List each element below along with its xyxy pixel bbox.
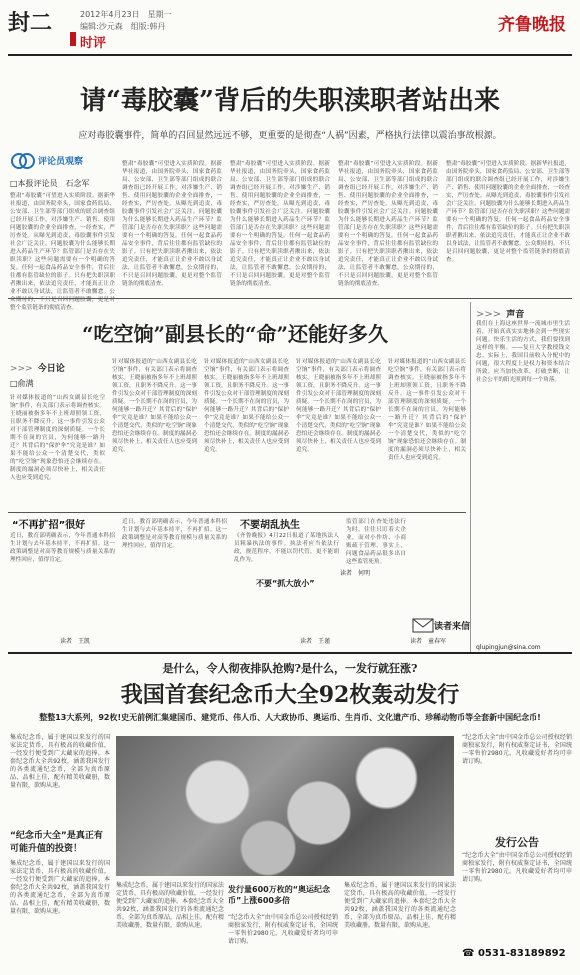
letter2-title: 不要胡乱执生	[240, 520, 300, 531]
page-header	[0, 0, 580, 50]
ad-col-b: “纪念币大全”由中国金币总公司授权经销商独家发行，附有权威鉴定证书，全国统一零售价2980元。凡收藏爱好者均可申请订购。	[228, 914, 338, 945]
article2-col1: 针对媒体报道的“山西女副县长吃空饷”事件，有关部门表示将调查核实。王晓丽被指多年不上班却照领工资，且职务不降反升。这一事件引发公众对干部管理制度的深刻质疑。一个长期不在岗的官员，为何能够一路升迁？其背后的“保护伞”究竟是谁？如果不能给公众一个清楚交代，类似的“吃空饷”现象恐怕还会继续存在。制度的漏洞必须尽快补上，相关责任人也应受到追究。	[10, 395, 105, 481]
header-rule	[8, 54, 572, 56]
article1-col5: 整肃“毒胶囊”可望进入实质阶段。据新华社报道，由国务院牵头，国家食药监局、公安部、卫生部等部门组成的联合调查组已经开展工作，对涉嫌生产、销售、使用问题胶囊的企业全面排查，一经查实，严厉查处。从曝光到追责，毒胶囊事件引发社会广泛关注。问题胶囊为什么能够长期进入药品生产环节？监管部门是否存在失职渎职？这些问题需要有一个明确的答复。任何一起食品药品安全事件，背后往往都有监管缺位的影子。只有把失职渎职者揪出来，依法追究责任，才能真正让企业不敢以身试法，让监管者不敢懈怠。公众期待的，不只是召回问题胶囊，更是对整个监管链条的彻底清查。	[446, 161, 570, 263]
editor-text: 编辑:沙元森 组版:韩丹	[80, 22, 166, 31]
ad-notice-title: 发行公告	[495, 836, 539, 849]
article2-col2: 针对媒体报道的“山西女副县长吃空饷”事件，有关部门表示将调查核实。王晓丽被指多年不上班却照领工资，且职务不降反升。这一事件引发公众对干部管理制度的深刻质疑。一个长期不在岗的官员，为何能够一路升迁？其背后的“保护伞”究竟是谁？如果不能给公众一个清楚交代，类似的“吃空饷”现象恐怕还会继续存在。制度的漏洞必须尽快补上，相关责任人也应受到追究。	[112, 359, 197, 453]
article1-headline: 请“毒胶囊”背后的失职渎职者站出来	[80, 86, 500, 116]
article1-col4: 整肃“毒胶囊”可望进入实质阶段。据新华社报道，由国务院牵头，国家食药监局、公安部、卫生部等部门组成的联合调查组已经开展工作，对涉嫌生产、销售、使用问题胶囊的企业全面排查，一经查实，严厉查处。从曝光到追责，毒胶囊事件引发社会广泛关注。问题胶囊为什么能够长期进入药品生产环节？监管部门是否存在失职渎职？这些问题需要有一个明确的答复。任何一起食品药品安全事件，背后往往都有监管缺位的影子。只有把失职渎职者揪出来，依法追究责任，才能真正让企业不敢以身试法，让监管者不敢懈怠。公众期待的，不只是召回问题胶囊，更是对整个监管链条的彻底清查。	[338, 161, 438, 287]
letter1-author: 读者 王凯	[60, 638, 91, 645]
article1-lead: 应对毒胶囊事件，简单的召回显然远远不够，更重要的是彻查“人祸”因素，严格执行法律以震治事故根源。	[78, 131, 502, 141]
article1-author: □本报评论员 石念军	[10, 179, 90, 188]
article2-tag-block	[10, 356, 100, 374]
ad-col-a: 集成纪念币，属于建国以来发行的国家法定货币，具有极高的收藏价值，一经发行便受到广大藏家的追捧。本套纪念币大全共92枚，涵盖我国发行的各类流通纪念币，全部为真币原品，品相上佳，配有精美收藏册，数量有限，欲购从速。	[116, 882, 225, 929]
section-title: 封二	[8, 11, 53, 36]
ad-title: 我国首套纪念币大全92枚轰动发行	[120, 682, 460, 708]
letter4-author: 读者 童春军	[410, 638, 447, 645]
column-tag-block	[10, 150, 120, 174]
letter2-body: 《齐鲁晚报》4月22日报道了某地执法人员粗暴执法的事件。执法者应当依法行政，规范程序，不能以罚代管，更不能胡乱作为。	[234, 533, 339, 563]
article2-col5: 针对媒体报道的“山西女副县长吃空饷”事件，有关部门表示将调查核实。王晓丽被指多年不上班却照领工资，且职务不降反升。这一事件引发公众对干部管理制度的深刻质疑。一个长期不在岗的官员，为何能够一路升迁？其背后的“保护伞”究竟是谁？如果不能给公众一个清楚交代，类似的“吃空饷”现象恐怕还会继续存在。制度的漏洞必须尽快补上，相关责任人也应受到追究。	[388, 359, 466, 461]
newspaper-logo: 齐鲁晚报	[498, 15, 566, 35]
article1-col1: 整肃“毒胶囊”可望进入实质阶段。据新华社报道，由国务院牵头，国家食药监局、公安部、卫生部等部门组成的联合调查组已经开展工作，对涉嫌生产、销售、使用问题胶囊的企业全面排查，一经查实，严厉查处。从曝光到追责，毒胶囊事件引发社会广泛关注。问题胶囊为什么能够长期进入药品生产环节？监管部门是否存在失职渎职？这些问题需要有一个明确的答复。任何一起食品药品安全事件，背后往往都有监管缺位的影子。只有把失职渎职者揪出来，依法追究责任，才能真正让企业不敢以身试法，让监管者不敢懈怠。公众期待的，不只是召回问题胶囊，更是对整个监管链条的彻底清查。	[10, 193, 115, 311]
letter2-author: 读者 王谨	[300, 638, 331, 645]
article1-col3: 整肃“毒胶囊”可望进入实质阶段。据新华社报道，由国务院牵头，国家食药监局、公安部、卫生部等部门组成的联合调查组已经开展工作，对涉嫌生产、销售、使用问题胶囊的企业全面排查，一经查实，严厉查处。从曝光到追责，毒胶囊事件引发社会广泛关注。问题胶囊为什么能够长期进入药品生产环节？监管部门是否存在失职渎职？这些问题需要有一个明确的答复。任何一起食品药品安全事件，背后往往都有监管缺位的影子。只有把失职渎职者揪出来，依法追究责任，才能真正让企业不敢以身试法，让监管者不敢懈怠。公众期待的，不只是召回问题胶囊，更是对整个监管链条的彻底清查。	[230, 161, 330, 287]
envelope-icon	[412, 616, 434, 634]
dateline	[80, 9, 172, 33]
reader-letter-label: 读者来信	[434, 622, 471, 632]
letter1-body: 近日，教育部明确表示，今年普通本科招生计划与去年基本持平，不再扩招。这一政策调整是对高等教育规模与质量关系的理性回应，值得肯定。	[10, 533, 115, 563]
letter3-author: 读者 何明	[340, 570, 371, 577]
ad-subtitle: 整整13大系列，92枚!史无前例汇集建国币、建党币、伟人币、人大政协币、奥运币、生肖币、文化遗产币、珍稀动物币等全套新中国纪念币!	[39, 713, 541, 722]
letter1-title: “不再扩招”很好	[12, 520, 86, 531]
commentator-icon	[10, 150, 36, 172]
letter3-title: 不要“抓大放小”	[256, 579, 315, 588]
column-name: 时评	[80, 36, 107, 51]
article1-col2: 整肃“毒胶囊”可望进入实质阶段。据新华社报道，由国务院牵头，国家食药监局、公安部、卫生部等部门组成的联合调查组已经开展工作，对涉嫌生产、销售、使用问题胶囊的企业全面排查，一经查实，严厉查处。从曝光到追责，毒胶囊事件引发社会广泛关注。问题胶囊为什么能够长期进入药品生产环节？监管部门是否存在失职渎职？这些问题需要有一个明确的答复。任何一起食品药品安全事件，背后往往都有监管缺位的影子。只有把失职渎职者揪出来，依法追究责任，才能真正让企业不敢以身试法，让监管者不敢懈怠。公众期待的，不只是召回问题胶囊，更是对整个监管链条的彻底清查。	[122, 161, 222, 287]
article2-headline: “吃空饷”副县长的“命”还能好多久	[81, 322, 388, 346]
article2-author: □俞满	[10, 379, 34, 388]
sidebar-separator	[470, 302, 471, 652]
ad-hotline-number: 0531-83189892	[477, 948, 566, 959]
ad-body-right: “纪念币大全”由中国金币总公司授权经销商独家发行，附有权威鉴定证书，全国统一零售价2980元。凡收藏爱好者均可申请订购。	[462, 734, 572, 765]
ad-question: 是什么，令人彻夜排队抢购?是什么，一发行就狂涨?	[162, 662, 418, 675]
reader-letter-box	[412, 616, 470, 642]
ad-hotline	[462, 948, 566, 959]
ad-col-c: 集成纪念币，属于建国以来发行的国家法定货币，具有极高的收藏价值，一经发行便受到广大藏家的追捧。本套纪念币大全共92枚，涵盖我国发行的各类流通纪念币，全部为真币原品，品相上佳，配有精美收藏册，数量有限，欲购从速。	[344, 882, 456, 929]
reader-email: qlupingjun@sina.com	[476, 644, 541, 651]
sidebar-header	[476, 302, 572, 320]
article2-tag: 今日论	[37, 364, 65, 374]
phone-icon: ☎	[462, 948, 475, 959]
ad-body-left: 集成纪念币，属于建国以来发行的国家法定货币，具有极高的收藏价值，一经发行便受到广大藏家的追捧。本套纪念币大全共92枚，涵盖我国发行的各类流通纪念币，全部为真币原品，品相上佳，配有精美收藏册，数量有限，欲购从速。	[10, 734, 110, 789]
section-divider	[8, 298, 572, 299]
ad-top-rule	[8, 652, 572, 654]
ad-body-left-cont: 集成纪念币，属于建国以来发行的国家法定货币，具有极高的收藏价值，一经发行便受到广大藏家的追捧。本套纪念币大全共92枚，涵盖我国发行的各类流通纪念币，全部为真币原品，品相上佳，配有精美收藏册，数量有限，欲购从速。	[10, 860, 110, 915]
ad-price-tag: 发行量600万枚的“奥运纪念币”上涨600多倍	[228, 885, 330, 905]
letter1-body-cont: 近日，教育部明确表示，今年普通本科招生计划与去年基本持平，不再扩招。这一政策调整是对高等教育规模与质量关系的理性回应，值得肯定。	[122, 519, 227, 549]
letters-divider	[8, 512, 466, 513]
column-marker	[70, 32, 76, 46]
column-tag: 评论员观察	[38, 157, 84, 167]
sidebar-arrow-icon: >>>	[476, 309, 502, 320]
article2-col3: 针对媒体报道的“山西女副县长吃空饷”事件，有关部门表示将调查核实。王晓丽被指多年不上班却照领工资，且职务不降反升。这一事件引发公众对干部管理制度的深刻质疑。一个长期不在岗的官员，为何能够一路升迁？其背后的“保护伞”究竟是谁？如果不能给公众一个清楚交代，类似的“吃空饷”现象恐怕还会继续存在。制度的漏洞必须尽快补上，相关责任人也应受到追究。	[204, 359, 289, 453]
tag-arrow-icon: >>>	[10, 364, 33, 374]
ad-highlight: “纪念币大全”是真正有可能升值的投资！	[10, 831, 103, 854]
coin-collection-photo	[116, 736, 454, 876]
sidebar-tag: 声音	[506, 310, 525, 320]
sidebar-body: 我们在上海这座世界一流城市里生活着，开始真真实实地体会到一些现实问题。快乐生活的方式，我们要找到这样的平衡。——复旦大学教授钱文忠。实际上，我国目前收入分配中的问题，很大程度上是权力和资本结合所致。应当加快改革，打破垄断，让社会公平的阳光照到每一个角落。	[476, 321, 570, 383]
letter3-body: 监管部门在查处违法行为时，往往只盯着大企业，而对小作坊、小商贩疏于管理。事实上，问题食品药品很多出自这些监管死角。	[346, 519, 406, 565]
date-text: 2012年4月23日 星期一	[80, 10, 172, 19]
article2-col4: 针对媒体报道的“山西女副县长吃空饷”事件，有关部门表示将调查核实。王晓丽被指多年不上班却照领工资，且职务不降反升。这一事件引发公众对干部管理制度的深刻质疑。一个长期不在岗的官员，为何能够一路升迁？其背后的“保护伞”究竟是谁？如果不能给公众一个清楚交代，类似的“吃空饷”现象恐怕还会继续存在。制度的漏洞必须尽快补上，相关责任人也应受到追究。	[296, 359, 381, 453]
ad-notice-body: “纪念币大全”由中国金币总公司授权经销商独家发行，附有权威鉴定证书，全国统一零售价2980元。凡收藏爱好者均可申请订购。	[462, 852, 572, 883]
